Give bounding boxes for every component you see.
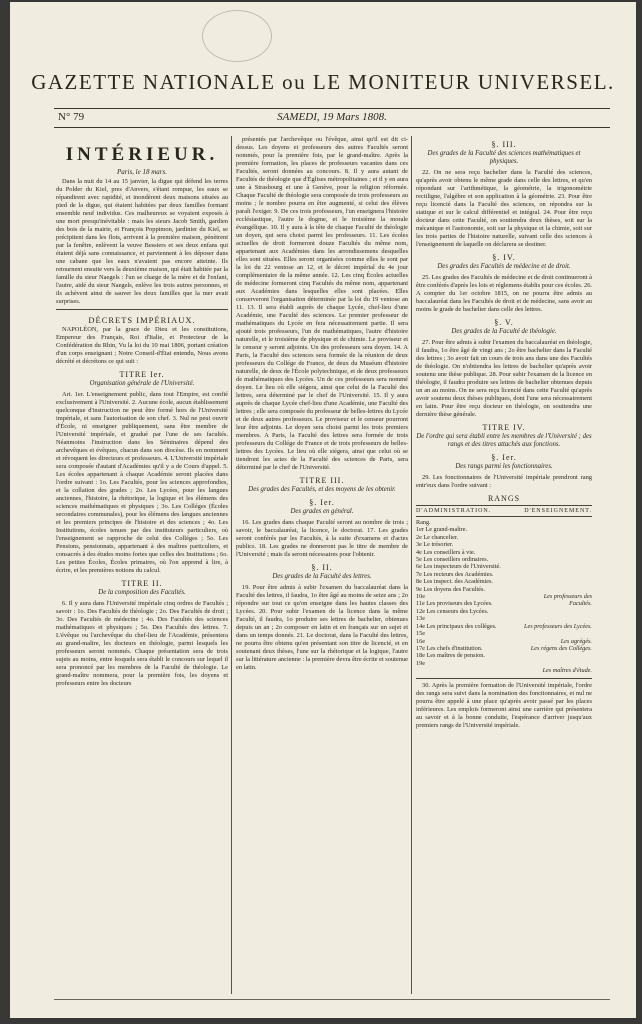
section-subheading: Des grades de la Faculté des lettres.: [272, 573, 372, 580]
decree-intro: NAPOLÉON, par la grace de Dieu et les constitutions, Empereur des Français, Roi d'Italie, et Protecteur de la Confédération du Rhin, Vu la loi du 10 mai 1806, portant création d'un corps enseignant ; Notre Conseil-d'État entendu, Nous avons décrété et décrétons ce qui suit :: [56, 326, 228, 365]
rank-entry: 7e Les recteurs des Académies.: [416, 570, 494, 578]
article-paragraph: 30. Après la première formation de l'Université impériale, l'ordre des rangs sera suivi dans la nomination des fonctionnaires, et nul ne pourra être appelé à une place qu'après avoir passé par les places inférieures. Les emplois formeront ainsi une carrière qui présentera au savoir et à la bonne conduite, l'espérance d'arriver jusqu'aux premiers rangs de l'Université impériale.: [416, 681, 592, 729]
rank-entry: 11e Les proviseurs des Lycées.: [416, 600, 493, 608]
rank-entry: Les maîtres d'étude.: [542, 667, 592, 675]
rank-entry: [522, 526, 592, 533]
article-paragraph: 25. Les grades des Facultés de médecine et de droit continueront à être conférés d'après les lois et réglemens établis pour ces écoles. 26. A compter du 1er octobre 1815, on ne pourra être admis au baccalauréat dans les Facultés de droit et de médecine, sans avoir au moins le grade de bachelier dans celle des lettres.: [416, 274, 592, 313]
section-heading: §. Ier.: [491, 453, 517, 462]
rank-entry: 5e Les conseillers ordinaires.: [416, 556, 489, 564]
rank-entry: [522, 571, 592, 578]
ranks-table: [416, 519, 592, 675]
rank-entry: 16e: [416, 637, 425, 645]
rank-entry: 6e Les inspecteurs de l'Université.: [416, 563, 501, 571]
rank-entry: [522, 534, 592, 541]
section-heading: §. Ier.: [309, 498, 335, 507]
rank-entry: 15e: [416, 630, 425, 638]
rank-entry: 2e Le chancelier.: [416, 533, 459, 541]
rank-entry: Les professeurs des Facultés.: [543, 593, 592, 608]
rank-entry: 17e Les chefs d'institution.: [416, 644, 483, 652]
section-heading: §. III.: [491, 140, 517, 149]
article-paragraph: 22. On ne sera reçu bachelier dans la Faculté des sciences, qu'après avoir obtenu le même grade dans celle des lettres, et qu'en répondant sur l'arithmétique, la géométrie, la trigonométrie rectiligne, l'algèbre et son application à la géométrie. 23. Pour être reçu licencié dans la Faculté des sciences, on répondra sur la statique et sur le calcul différentiel et intégral. 24. Pour être reçu docteur dans cette Faculté, on soutiendra deux thèses, soit sur la mécanique et l'astronomie, soit sur la physique et la chimie, soit sur les trois parties de l'histoire naturelle, suivant celle des sciences à l'enseignement de laquelle on déclarera se destiner.: [416, 169, 592, 248]
decrees-title: DÉCRETS IMPÉRIAUX.: [88, 315, 196, 325]
rank-entry: [522, 652, 592, 659]
rank-entry: 10e: [416, 593, 425, 601]
section-subheading: Des grades de la Faculté des sciences mathématiques et physiques.: [427, 150, 581, 165]
section-heading: §. II.: [311, 563, 333, 572]
rank-entry: [522, 615, 592, 622]
ranks-right-column: [522, 519, 592, 675]
article-paragraph: présentés par l'archevêque ou l'évêque, ainsi qu'il est dit ci-dessus. Les doyens et professeurs des autres Facultés seront nommés, pour la première fois, par le grand-maître. Après la première formation, les places de professeurs vacantes dans ces Facultés, seront données au concours. 8. Il y aura autant de Facultés de théologie que d'Églises métropolitaines ; et il y en aura une à Strasbourg et une à Genève, pour la religion réformée. Chaque Faculté de théologie sera composée de trois professeurs au moins ; le nombre pourra en être augmenté, si celui des élèves paraît l'exiger. 9. De ces trois professeurs, l'un enseignera l'histoire ecclésiastique, l'autre le dogme, et le troisième la morale évangélique. 10. Il y aura à la tête de chaque Faculté de théologie un doyen, qui sera choisi parmi les professeurs. 11. Les écoles actuelles de droit formeront douze Facultés du même nom, appartenant aux Académies dans les arrondissemens desquelles elles sont situées. Elles seront organisées comme elles le sont par la loi du 22 ventose an 12, et le décret impérial du 4e jour complémentaire de la même année. 12. Les cinq Écoles actuelles de médecine formeront cinq Facultés du même nom, appartenant aux Académies dans lesquelles elles sont placées. Elles conserveront l'organisation déterminée par la loi du 19 ventose an 11. 13. Il sera établi auprès de chaque Lycée, chef-lieu d'une Académie, une Faculté des sciences. Le premier professeur de mathématiques du Lycée en fera nécessairement partie. Il sera ajouté trois professeurs, l'un de mathématiques, l'autre d'histoire naturelle, et le troisième de physique et de chimie. Le proviseur et le censeur y seront adjoints. Un des professeurs sera doyen. 14. A Paris, la Faculté des sciences sera formée de la réunion de deux professeurs du Collége de France, de deux du Muséum d'histoire naturelle, de deux de l'École polytechnique, et de deux professeurs de mathématiques des Lycées. Un de ces professeurs sera nommé doyen. Le lieu où elle siégera, ainsi que celui de la Faculté des lettres, sera déterminé par le chef de l'Université. 15. Il y aura auprès de chaque Lycée chef-lieu d'une Académie, une Faculté des lettres ; elle sera composée du professeur de belles-lettres du Lycée et de deux autres professeurs. Le proviseur et le censeur pourront leur être adjoints. Le doyen sera choisi parmi les trois premiers membres. A Paris, la Faculté des lettres sera formée de trois professeurs du Collége de France et de trois professeurs de belles-lettres des Lycées. Le lieu où elle siégera, ainsi que celui où se tiendront les actes de la Faculté des sciences de Paris, sera déterminé par le chef de l'Université.: [236, 136, 408, 471]
ranks-header-right: D'ENSEIGNEMENT.: [524, 508, 592, 514]
rank-entry: [522, 660, 592, 667]
rank-entry: [522, 541, 592, 548]
section-subheading: Des grades des Facultés de médecine et de droit.: [437, 263, 571, 270]
rank-entry: [522, 556, 592, 563]
titre-heading: TITRE III.: [299, 476, 345, 485]
issue-date: SAMEDI, 19 Mars 1808.: [277, 111, 387, 123]
article-paragraph: 19. Pour être admis à subir l'examen du baccalauréat dans la Faculté des lettres, il faudra, 1o être âgé au moins de seize ans ; 2o répondre sur tout ce qu'on enseigne dans les hautes classes des Lycées. 20. Pour subir l'examen de la licence dans la même Faculté, il faudra, 1o produire ses lettres de bachelier, obtenues depuis un an ; 2o composer en latin et en français sur un sujet et dans un temps donnés. 21. Le doctorat, dans la Faculté des lettres, ne pourra être obtenu qu'en présentant son titre de licencié, et en soutenant deux thèses, l'une sur la rhétorique et la logique, l'autre sur la littérature ancienne : la première devra être écrite et soutenue en latin.: [236, 584, 408, 671]
article-paragraph: 6. Il y aura dans l'Université impériale cinq ordres de Facultés ; savoir : 1o. Des Facultés de théologie ; 2o. Des Facultés de droit ; 3o. Des Facultés de médecine ; 4o. Des Facultés des sciences mathématiques et physiques ; 5o. Des Facultés des lettres. 7. L'évêque ou l'archevêque du chef-lieu de l'Académie, présentera au grand-maître, les docteurs en théologie, parmi lesquels les professeurs seront nommés. Chaque présentation sera de trois sujets au moins, entre lesquels sera établi le concours sur lequel il sera prononcé par les membres de la Faculté de théologie. Le grand-maître nommera, pour la première fois, les doyens et professeurs entre les docteurs: [56, 600, 228, 687]
rank-entry: 19e: [416, 659, 425, 667]
titre-subheading: De la composition des Facultés.: [98, 589, 186, 596]
rank-entry: Les régens des Colléges.: [530, 644, 592, 652]
titre-subheading: Organisation générale de l'Université.: [89, 380, 195, 387]
titre-heading: TITRE II.: [121, 579, 163, 588]
rank-entry: Les agrégés.: [560, 637, 592, 645]
rank-entry: 1er Le grand-maître.: [416, 526, 468, 534]
rank-entry: [522, 578, 592, 585]
section-subheading: Des grades en général.: [290, 508, 354, 515]
ranks-title: RANGS: [487, 494, 521, 503]
column-1: [56, 136, 228, 994]
titre-subheading: Des grades des Facultés, et des moyens de les obtenir.: [248, 486, 396, 493]
titre-heading: TITRE IV.: [482, 423, 526, 432]
article-paragraph: 29. Les fonctionnaires de l'Université impériale prendront rang entr'eux dans l'ordre suivant :: [416, 474, 592, 489]
article-paragraph: Dans la nuit du 14 au 15 janvier, la digue qui défend les terres du Polder du Kiel, pres d'Anvers, s'étant rompue, les eaux se répandirent avec rapidité, et inondèrent deux maisons situées au pied de la digue, qui étaient habitées par deux familles formant ensemble neuf individus. Ces malheureux se voyaient exposés à une mort presqu'inévitable : mais les sieurs Jacob Smith, gardien des bois de la mairie, et François Poppimon, jardinier du Kiel, se précipitent dans les flots, arrivent à la première maison, pénètrent par la fenêtre, enlèvent la veuve Bessiers et ses deux enfans qui étaient déjà sans connaissance, et parviennent à les déposer dans une cabane que les eaux n'avaient pas encore atteinte. Ils retournent ensuite vers la deuxième maison, qui était habitée par la famille du sieur Naegels : l'un se charge de la mère et de l'enfant, l'autre, aidé du sieur Naegels, enlève les trois autres personnes, et ils achèvent ainsi de sauver les deux familles que la mer avait surprises.: [56, 178, 228, 305]
rank-entry: [522, 519, 592, 526]
newspaper-page: [10, 2, 636, 1018]
rank-entry: 18e Les maîtres de pension.: [416, 652, 485, 660]
section-subheading: Des grades de la Faculté de théologie.: [451, 328, 557, 335]
issue-dateline: [54, 108, 610, 128]
ranks-left-column: [416, 519, 522, 675]
titre-heading: TITRE Ier.: [119, 370, 165, 379]
column-2: [236, 136, 408, 994]
issue-number: N° 79: [58, 111, 85, 123]
rank-entry: [522, 549, 592, 556]
rank-entry: 4e Les conseillers à vie.: [416, 548, 476, 556]
rank-entry: 9e Les doyens des Facultés.: [416, 585, 485, 593]
section-heading: §. V.: [494, 318, 514, 327]
column-divider: [411, 136, 412, 994]
rank-entry: 12e Les censeurs des Lycées.: [416, 607, 489, 615]
divider: [56, 309, 228, 310]
rank-entry: [522, 630, 592, 637]
column-divider: [231, 136, 232, 994]
column-3: [416, 136, 592, 994]
section-title: INTÉRIEUR.: [65, 144, 219, 165]
rank-entry: 13e: [416, 615, 425, 623]
ranks-header-left: D'ADMINISTRATION.: [416, 508, 492, 514]
article-paragraph: 16. Les grades dans chaque Faculté seront au nombre de trois ; savoir, le baccalauréat, la licence, le doctorat. 17. Les grades seront conférés par les Facultés, à la suite d'examens et d'actes publics. 18. Les grades ne donneront pas le titre de membre de l'Université ; mais ils seront nécessaires pour l'obtenir.: [236, 519, 408, 558]
library-stamp: [202, 10, 272, 62]
rank-entry: 3e Le trésorier.: [416, 541, 454, 549]
rank-entry: 8e Les inspect. des Académies.: [416, 578, 493, 586]
article-paragraph: Art. 1er. L'enseignement public, dans tout l'Empire, est confié exclusivement à l'Université. 2. Aucune école, aucun établissement quelconque d'instruction ne peut être formé hors de l'Université impériale, et sans l'autorisation de son chef. 3. Nul ne peut ouvrir d'École, ni enseigner publiquement, sans être membre de l'Université impériale, et gradué par l'une de ses facultés. Néanmoins l'instruction dans les Séminaires dépend des archevêques et évêques, chacun dans son diocèse. Ils en nomment et révoquent les directeurs et professeurs. 4. L'Université impériale sera composée d'autant d'Académies qu'il y a de Cours d'appel. 5. Les écoles appartenant à chaque Académie seront placées dans l'ordre suivant : 1o. Les Facultés, pour les sciences approfondies, et la collation des grades ; 2o. Les Lycées, pour les langues anciennes, l'histoire, la rhétorique, la logique et les élémens des sciences mathématiques et physiques ; 3o. Les Colléges (Écoles secondaires communales), pour les élémens des langues anciennes et les premiers principes de l'histoire et des sciences ; 4o. Les Institutions, écoles tenues par des instituteurs particuliers, où l'enseignement se rapproche de celui des Colléges ; 5o. Les Pensions, pensionnats, appartenant à des maîtres particuliers, et consacrés à des études moins fortes que celles des Institutions ; 6o. Les petites Écoles, Écoles primaires, où l'on apprend à lire, à écrire, et les premières notions du calcul.: [56, 391, 228, 574]
rank-entry: Rang.: [416, 519, 431, 526]
rank-entry: [522, 586, 592, 593]
ranks-table-header: [416, 505, 592, 517]
place-dateline: Paris, le 18 mars.: [117, 168, 167, 176]
masthead: GAZETTE NATIONALE ou LE MONITEUR UNIVERSEL.: [31, 70, 615, 94]
section-heading: §. IV.: [492, 253, 516, 262]
rank-entry: [522, 563, 592, 570]
section-subheading: Des rangs parmi les fonctionnaires.: [455, 463, 553, 470]
titre-subheading: De l'ordre qui sera établi entre les membres de l'Université ; des rangs et des titres attachés aux fonctions.: [416, 433, 592, 448]
article-paragraph: 27. Pour être admis à subir l'examen du baccalauréat en théologie, il faudra, 1o être âgé de vingt ans ; 2o être bachelier dans la Faculté des lettres ; 3o avoir fait un cours de trois ans dans une des Facultés de théologie. On n'obtiendra les lettres de bachelier qu'après avoir soutenu une thèse publique. 28. Pour subir l'examen de la licence en théologie, il faudra produire ses lettres de bachelier obtenues depuis un an au moins. On ne sera reçu licencié dans cette Faculté qu'après avoir soutenu deux thèses publiques, dont l'une sera nécessairement en latin. Pour être reçu docteur en théologie, on soutiendra une dernière thèse générale.: [416, 339, 592, 418]
rank-entry: 14e Les principaux des colléges.: [416, 622, 497, 630]
rank-entry: Les professeurs des Lycées.: [524, 622, 592, 630]
rank-entry: [522, 608, 592, 615]
footer-rule: [54, 999, 610, 1000]
divider: [416, 678, 592, 679]
